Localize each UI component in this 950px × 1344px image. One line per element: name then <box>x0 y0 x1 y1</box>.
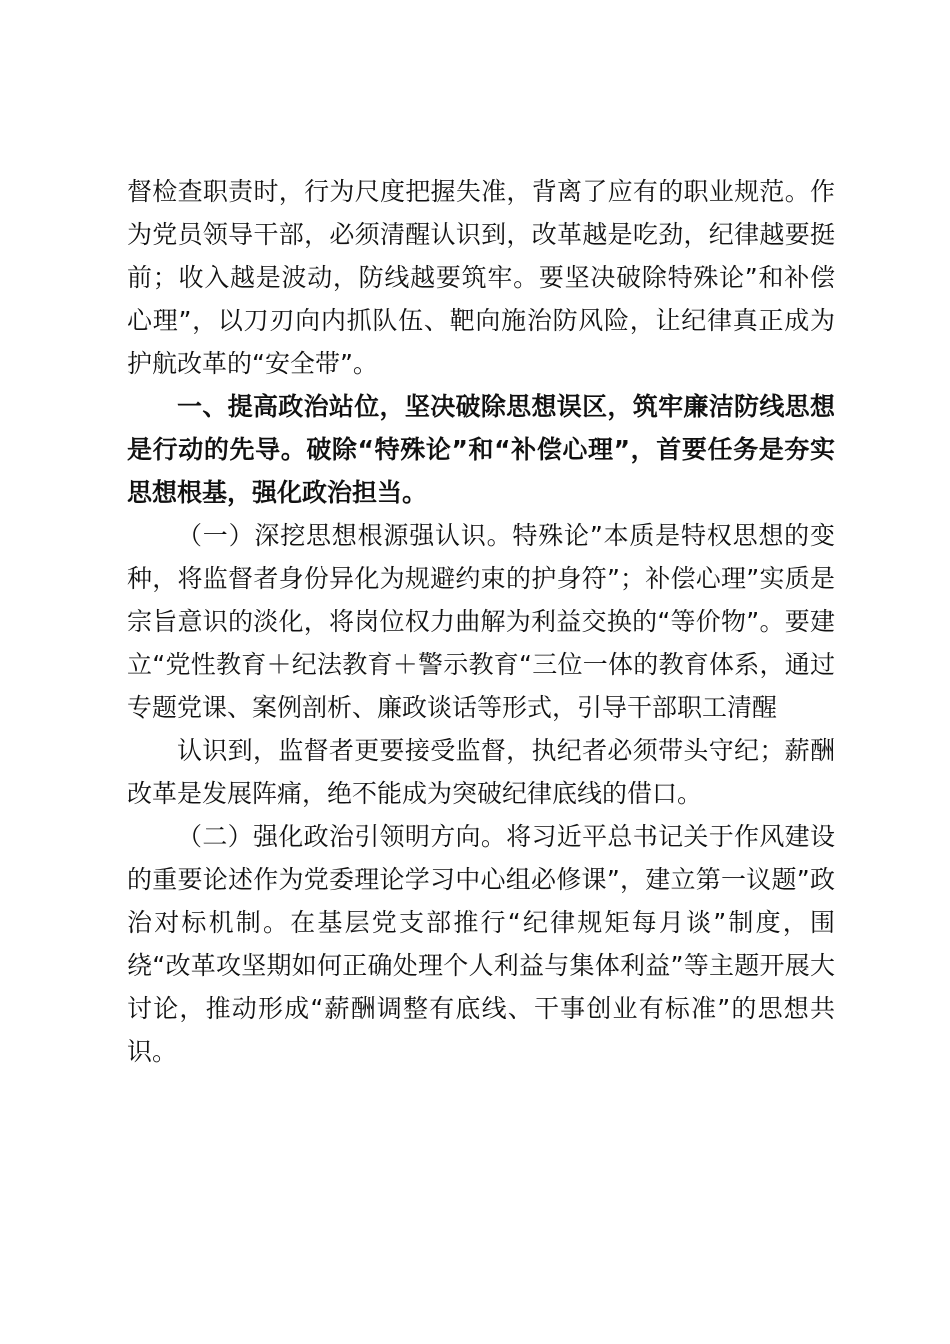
paragraph-subsection-two: （二）强化政治引领明方向。将习近平总书记关于作风建设的重要论述作为党委理论学习中心组必修课”，建立第一议题”政治对标机制。在基层党支部推行“纪律规矩每月谈”制度，围绕“改革攻坚期如何正确处理个人利益与集体利益”等主题开展大讨论，推动形成“薪酬调整有底线、干事创业有标准”的思想共识。 <box>127 822 835 1066</box>
section-heading-one: 一、提高政治站位，坚决破除思想误区，筑牢廉洁防线思想是行动的先导。破除“特殊论”和“补偿心理”，首要任务是夯实思想根基，强化政治担当。 <box>127 392 835 507</box>
paragraph-subsection-one: （一）深挖思想根源强认识。特殊论”本质是特权思想的变种，将监督者身份异化为规避约束的护身符”；补偿心理”实质是宗旨意识的淡化，将岗位权力曲解为利益交换的“等价物”。要建立“党性教育＋纪法教育＋警示教育“三位一体的教育体系，通过专题党课、案例剖析、廉政谈话等形式，引导干部职工清醒 <box>127 521 835 722</box>
document-body <box>127 170 835 1073</box>
paragraph-continuation: 督检查职责时，行为尺度把握失准，背离了应有的职业规范。作为党员领导干部，必须清醒认识到，改革越是吃劲，纪律越要挺前；收入越是波动，防线越要筑牢。要坚决破除特殊论”和补偿心理”，以刀刃向内抓队伍、靶向施治防风险，让纪律真正成为护航改革的“安全带”。 <box>127 177 835 378</box>
paragraph-subsection-one-continued: 认识到，监督者更要接受监督，执纪者必须带头守纪；薪酬改革是发展阵痛，绝不能成为突破纪律底线的借口。 <box>127 736 835 808</box>
